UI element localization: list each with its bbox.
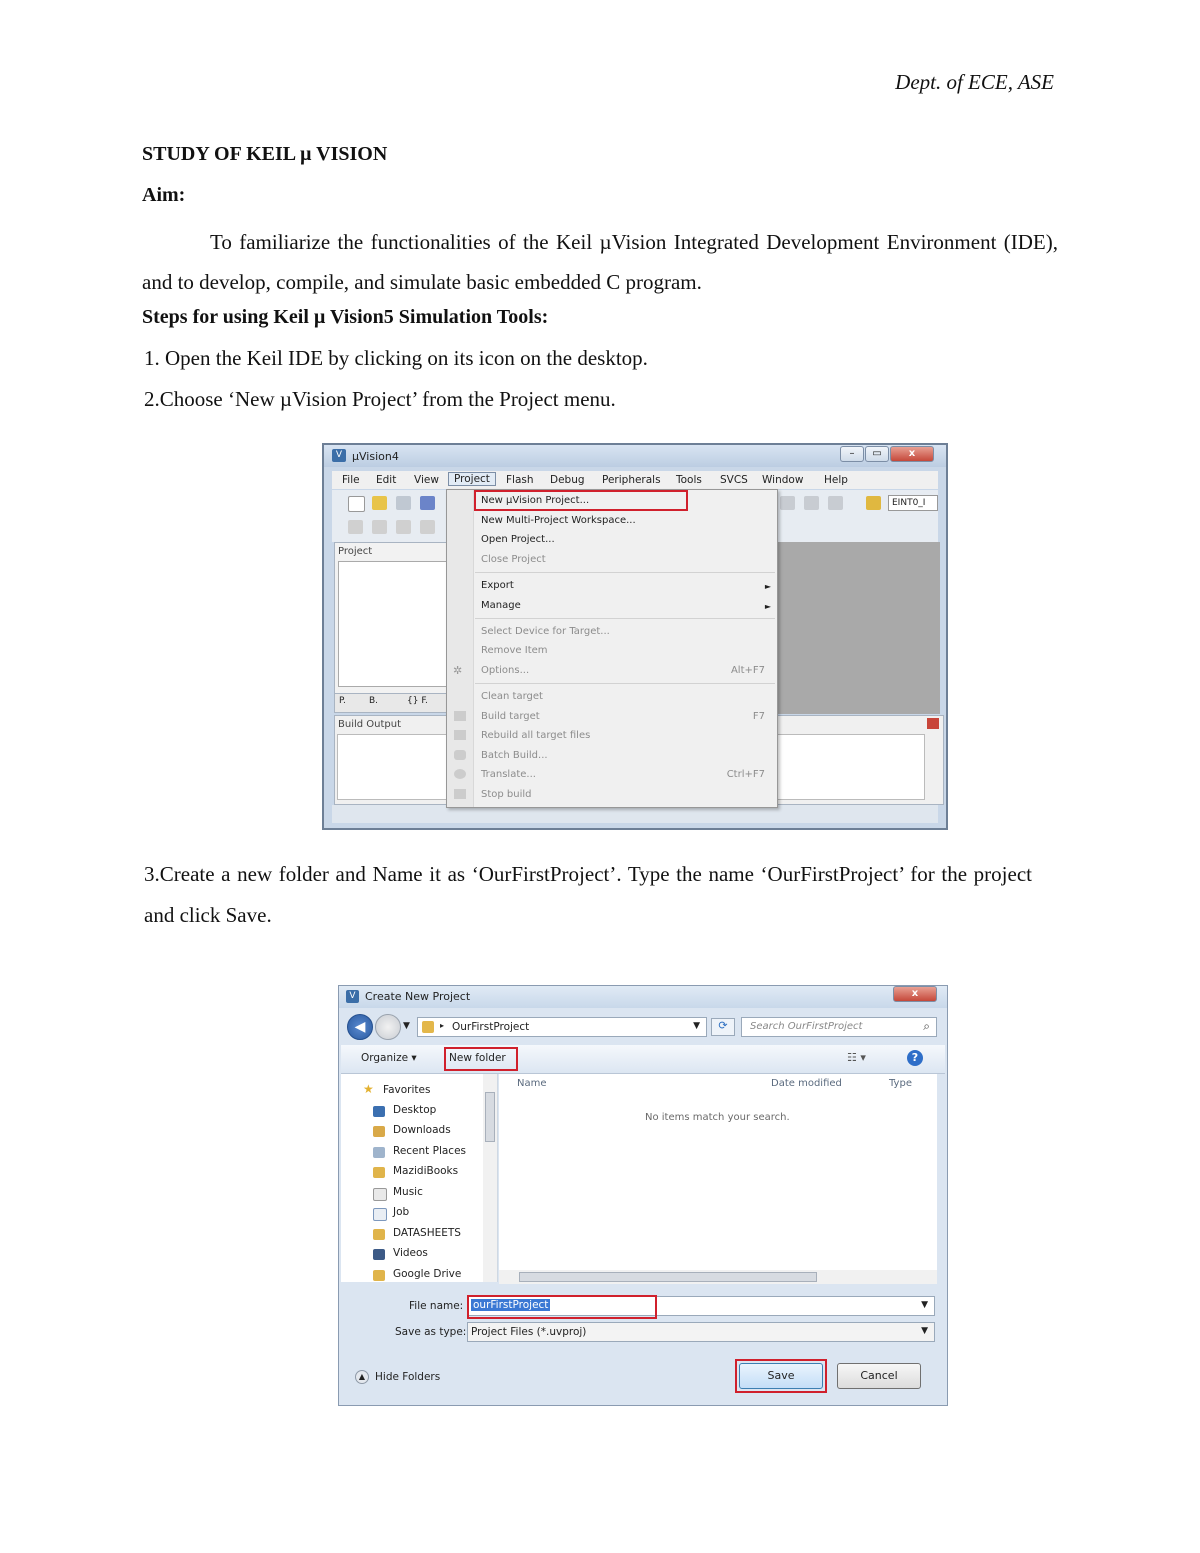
- hide-folders-button[interactable]: Hide Folders: [375, 1371, 441, 1383]
- menu-view[interactable]: View: [414, 474, 439, 486]
- nav-recent-places[interactable]: Recent Places: [393, 1145, 467, 1157]
- uvision-titlebar: [324, 445, 946, 467]
- translate-icon[interactable]: [348, 520, 363, 534]
- menu-item-batch-build[interactable]: Batch Build...: [481, 750, 548, 761]
- menu-item-new-multi-project-workspace[interactable]: New Multi-Project Workspace...: [481, 515, 636, 526]
- save-as-type-label: Save as type:: [395, 1326, 467, 1338]
- menu-item-translate[interactable]: Translate...: [481, 769, 536, 780]
- tab-books[interactable]: B.: [369, 696, 379, 706]
- file-name-value: ourFirstProject: [473, 1299, 549, 1311]
- step-2: 2.Choose ‘New µVision Project’ from the Project menu.: [144, 387, 616, 411]
- menu-item-clean-target[interactable]: Clean target: [481, 691, 543, 702]
- file-list-hscrollbar[interactable]: [499, 1270, 937, 1284]
- folder-icon: [373, 1229, 385, 1240]
- close-icon[interactable]: x: [890, 446, 934, 462]
- empty-message: No items match your search.: [645, 1112, 790, 1123]
- folder-icon: [422, 1021, 434, 1033]
- save-as-type-value: Project Files (*.uvproj): [471, 1326, 587, 1338]
- stop-build-icon: [454, 789, 466, 799]
- nav-scrollbar[interactable]: [483, 1074, 497, 1282]
- project-menu: [446, 489, 778, 808]
- menu-window[interactable]: Window: [762, 474, 804, 486]
- hscroll-thumb[interactable]: [519, 1272, 817, 1282]
- column-date-modified[interactable]: Date modified: [771, 1078, 842, 1089]
- build-target-icon: [454, 711, 466, 721]
- shortcut-build-target: F7: [752, 711, 765, 722]
- project-panel: [334, 542, 454, 694]
- submenu-arrow-icon: ►: [764, 582, 771, 591]
- column-name[interactable]: Name: [517, 1078, 547, 1089]
- save-all-icon[interactable]: [420, 496, 435, 510]
- uncomment-icon[interactable]: [828, 496, 843, 510]
- shortcut-translate: Ctrl+F7: [726, 769, 765, 780]
- column-type[interactable]: Type: [889, 1078, 912, 1089]
- indent-icon[interactable]: [780, 496, 795, 510]
- menu-item-select-device[interactable]: Select Device for Target...: [481, 626, 610, 637]
- uvision-app-icon: V: [332, 449, 346, 462]
- minimize-icon[interactable]: –: [840, 446, 864, 462]
- menu-item-options[interactable]: Options...: [481, 665, 530, 676]
- star-icon: ★: [363, 1082, 374, 1096]
- aim-text: To familiarize the functionalities of the Keil µVision Integrated Development Environment (IDE), and to develop, compile, and simulate basic embedded C program.: [142, 230, 1058, 294]
- save-as-type-dropdown-icon[interactable]: ▼: [921, 1326, 928, 1336]
- menu-item-close-project[interactable]: Close Project: [481, 554, 546, 565]
- nav-music[interactable]: Music: [393, 1186, 423, 1198]
- save-icon[interactable]: [396, 496, 411, 510]
- menu-item-export[interactable]: Export: [481, 580, 514, 591]
- aim-paragraph: [142, 222, 1058, 302]
- maximize-icon[interactable]: ▭: [865, 446, 889, 462]
- options-icon: ✲: [453, 664, 463, 677]
- build-output-label: Build Output: [338, 719, 402, 730]
- menu-peripherals[interactable]: Peripherals: [602, 474, 661, 486]
- file-name-dropdown-icon[interactable]: ▼: [921, 1300, 928, 1310]
- new-file-icon[interactable]: [348, 496, 365, 512]
- highlight-file-name: [467, 1295, 657, 1319]
- document-title: STUDY OF KEIL µ VISION: [142, 143, 388, 165]
- dialog-app-icon: V: [346, 990, 359, 1003]
- nav-favorites[interactable]: Favorites: [383, 1084, 431, 1096]
- highlight-new-folder: [444, 1047, 518, 1071]
- folder-icon: [373, 1167, 385, 1178]
- new-folder-button[interactable]: New folder: [449, 1052, 506, 1064]
- recent-places-icon: [373, 1147, 385, 1158]
- save-as-type-select[interactable]: [467, 1322, 935, 1342]
- highlight-new-project: [474, 490, 688, 511]
- nav-job[interactable]: Job: [393, 1206, 410, 1218]
- menu-edit[interactable]: Edit: [376, 474, 397, 486]
- nav-datasheets[interactable]: DATASHEETS: [393, 1227, 461, 1239]
- batch-build-icon[interactable]: [420, 520, 435, 534]
- nav-scroll-thumb[interactable]: [485, 1092, 495, 1142]
- refresh-icon[interactable]: ⟳: [711, 1018, 735, 1036]
- menu-item-open-project[interactable]: Open Project...: [481, 534, 555, 545]
- videos-icon: [373, 1249, 385, 1260]
- menu-item-rebuild-all[interactable]: Rebuild all target files: [481, 730, 591, 741]
- create-new-project-dialog-screenshot: [338, 985, 948, 1406]
- checklist-icon: [373, 1208, 387, 1221]
- project-panel-label: Project: [338, 546, 373, 557]
- step-3: 3.Create a new folder and Name it as ‘OurFirstProject’. Type the name ‘OurFirstProject’ for the project and click Save.: [144, 862, 1032, 927]
- help-icon[interactable]: ?: [907, 1050, 923, 1066]
- open-folder-icon[interactable]: [372, 496, 387, 510]
- breadcrumb-arrow-icon: ▸: [440, 1021, 445, 1030]
- save-button[interactable]: Save: [739, 1363, 823, 1389]
- rebuild-icon: [454, 730, 466, 740]
- command-bar: [341, 1045, 945, 1074]
- tab-project[interactable]: P.: [339, 696, 346, 706]
- steps-heading: Steps for using Keil µ Vision5 Simulation Tools:: [142, 306, 549, 328]
- forward-icon[interactable]: [375, 1014, 401, 1040]
- uvision-window-screenshot: [322, 443, 948, 830]
- submenu-arrow-icon: ►: [764, 602, 771, 611]
- tab-functions[interactable]: {} F.: [407, 696, 428, 706]
- downloads-icon: [373, 1126, 385, 1137]
- dialog-titlebar: [339, 986, 947, 1008]
- batch-build-icon: [454, 750, 466, 760]
- build-icon[interactable]: [372, 520, 387, 534]
- menu-file[interactable]: File: [342, 474, 360, 486]
- aim-label: Aim:: [142, 184, 186, 206]
- menu-debug[interactable]: Debug: [550, 474, 585, 486]
- desktop-icon: [373, 1106, 385, 1117]
- project-tree: [338, 561, 450, 687]
- menu-item-manage[interactable]: Manage: [481, 600, 521, 611]
- google-drive-icon: [373, 1270, 385, 1281]
- search-box[interactable]: [741, 1017, 937, 1037]
- back-icon[interactable]: ◀: [347, 1014, 373, 1040]
- search-placeholder: Search OurFirstProject: [750, 1021, 863, 1032]
- uvision-title: µVision4: [352, 450, 399, 463]
- nav-google-drive[interactable]: Google Drive: [393, 1268, 462, 1280]
- step-1: 1. Open the Keil IDE by clicking on its icon on the desktop.: [144, 346, 648, 370]
- search-icon[interactable]: ⌕: [923, 1019, 930, 1033]
- file-list: [499, 1074, 937, 1282]
- nav-downloads[interactable]: Downloads: [393, 1124, 451, 1136]
- menu-help[interactable]: Help: [824, 474, 848, 486]
- nav-desktop[interactable]: Desktop: [393, 1104, 437, 1116]
- menu-svcs[interactable]: SVCS: [720, 474, 748, 486]
- address-bar[interactable]: [417, 1017, 707, 1037]
- menu-tools[interactable]: Tools: [676, 474, 702, 486]
- dialog-close-icon[interactable]: x: [893, 986, 937, 1002]
- address-folder: OurFirstProject: [452, 1021, 530, 1033]
- dialog-title: Create New Project: [365, 990, 471, 1003]
- rebuild-icon[interactable]: [396, 520, 411, 534]
- hide-folders-chevron-icon[interactable]: ▲: [355, 1370, 369, 1384]
- organize-button[interactable]: Organize ▾: [361, 1052, 417, 1064]
- nav-videos[interactable]: Videos: [393, 1247, 428, 1259]
- cancel-button[interactable]: Cancel: [837, 1363, 921, 1389]
- uvision-menubar: [332, 471, 938, 489]
- comment-icon[interactable]: [804, 496, 819, 510]
- project-tabs: [334, 693, 454, 713]
- view-options-icon[interactable]: ☷ ▾: [847, 1051, 866, 1064]
- address-dropdown-icon[interactable]: ▼: [693, 1021, 700, 1031]
- translate-icon: [454, 769, 466, 779]
- menu-item-stop-build[interactable]: Stop build: [481, 789, 532, 800]
- music-icon: [373, 1188, 387, 1201]
- menu-item-new-uvision-project[interactable]: New µVision Project...: [481, 495, 590, 506]
- highlight-save: [735, 1359, 827, 1393]
- menu-item-remove-item[interactable]: Remove Item: [481, 645, 548, 656]
- navigation-pane: [341, 1074, 498, 1282]
- load-icon[interactable]: [866, 496, 881, 510]
- panel-close-icon[interactable]: [927, 718, 939, 729]
- page-header: Dept. of ECE, ASE: [895, 70, 1054, 94]
- menu-flash[interactable]: Flash: [506, 474, 534, 486]
- nav-mazidibooks[interactable]: MazidiBooks: [393, 1165, 459, 1177]
- menu-project[interactable]: Project: [448, 472, 496, 486]
- menu-item-build-target[interactable]: Build target: [481, 711, 540, 722]
- shortcut-options: Alt+F7: [730, 665, 765, 676]
- recent-dropdown-icon[interactable]: ▼: [403, 1021, 410, 1031]
- target-select[interactable]: EINT0_I: [888, 495, 938, 511]
- editor-area: [774, 542, 940, 714]
- file-name-label: File name:: [409, 1300, 464, 1312]
